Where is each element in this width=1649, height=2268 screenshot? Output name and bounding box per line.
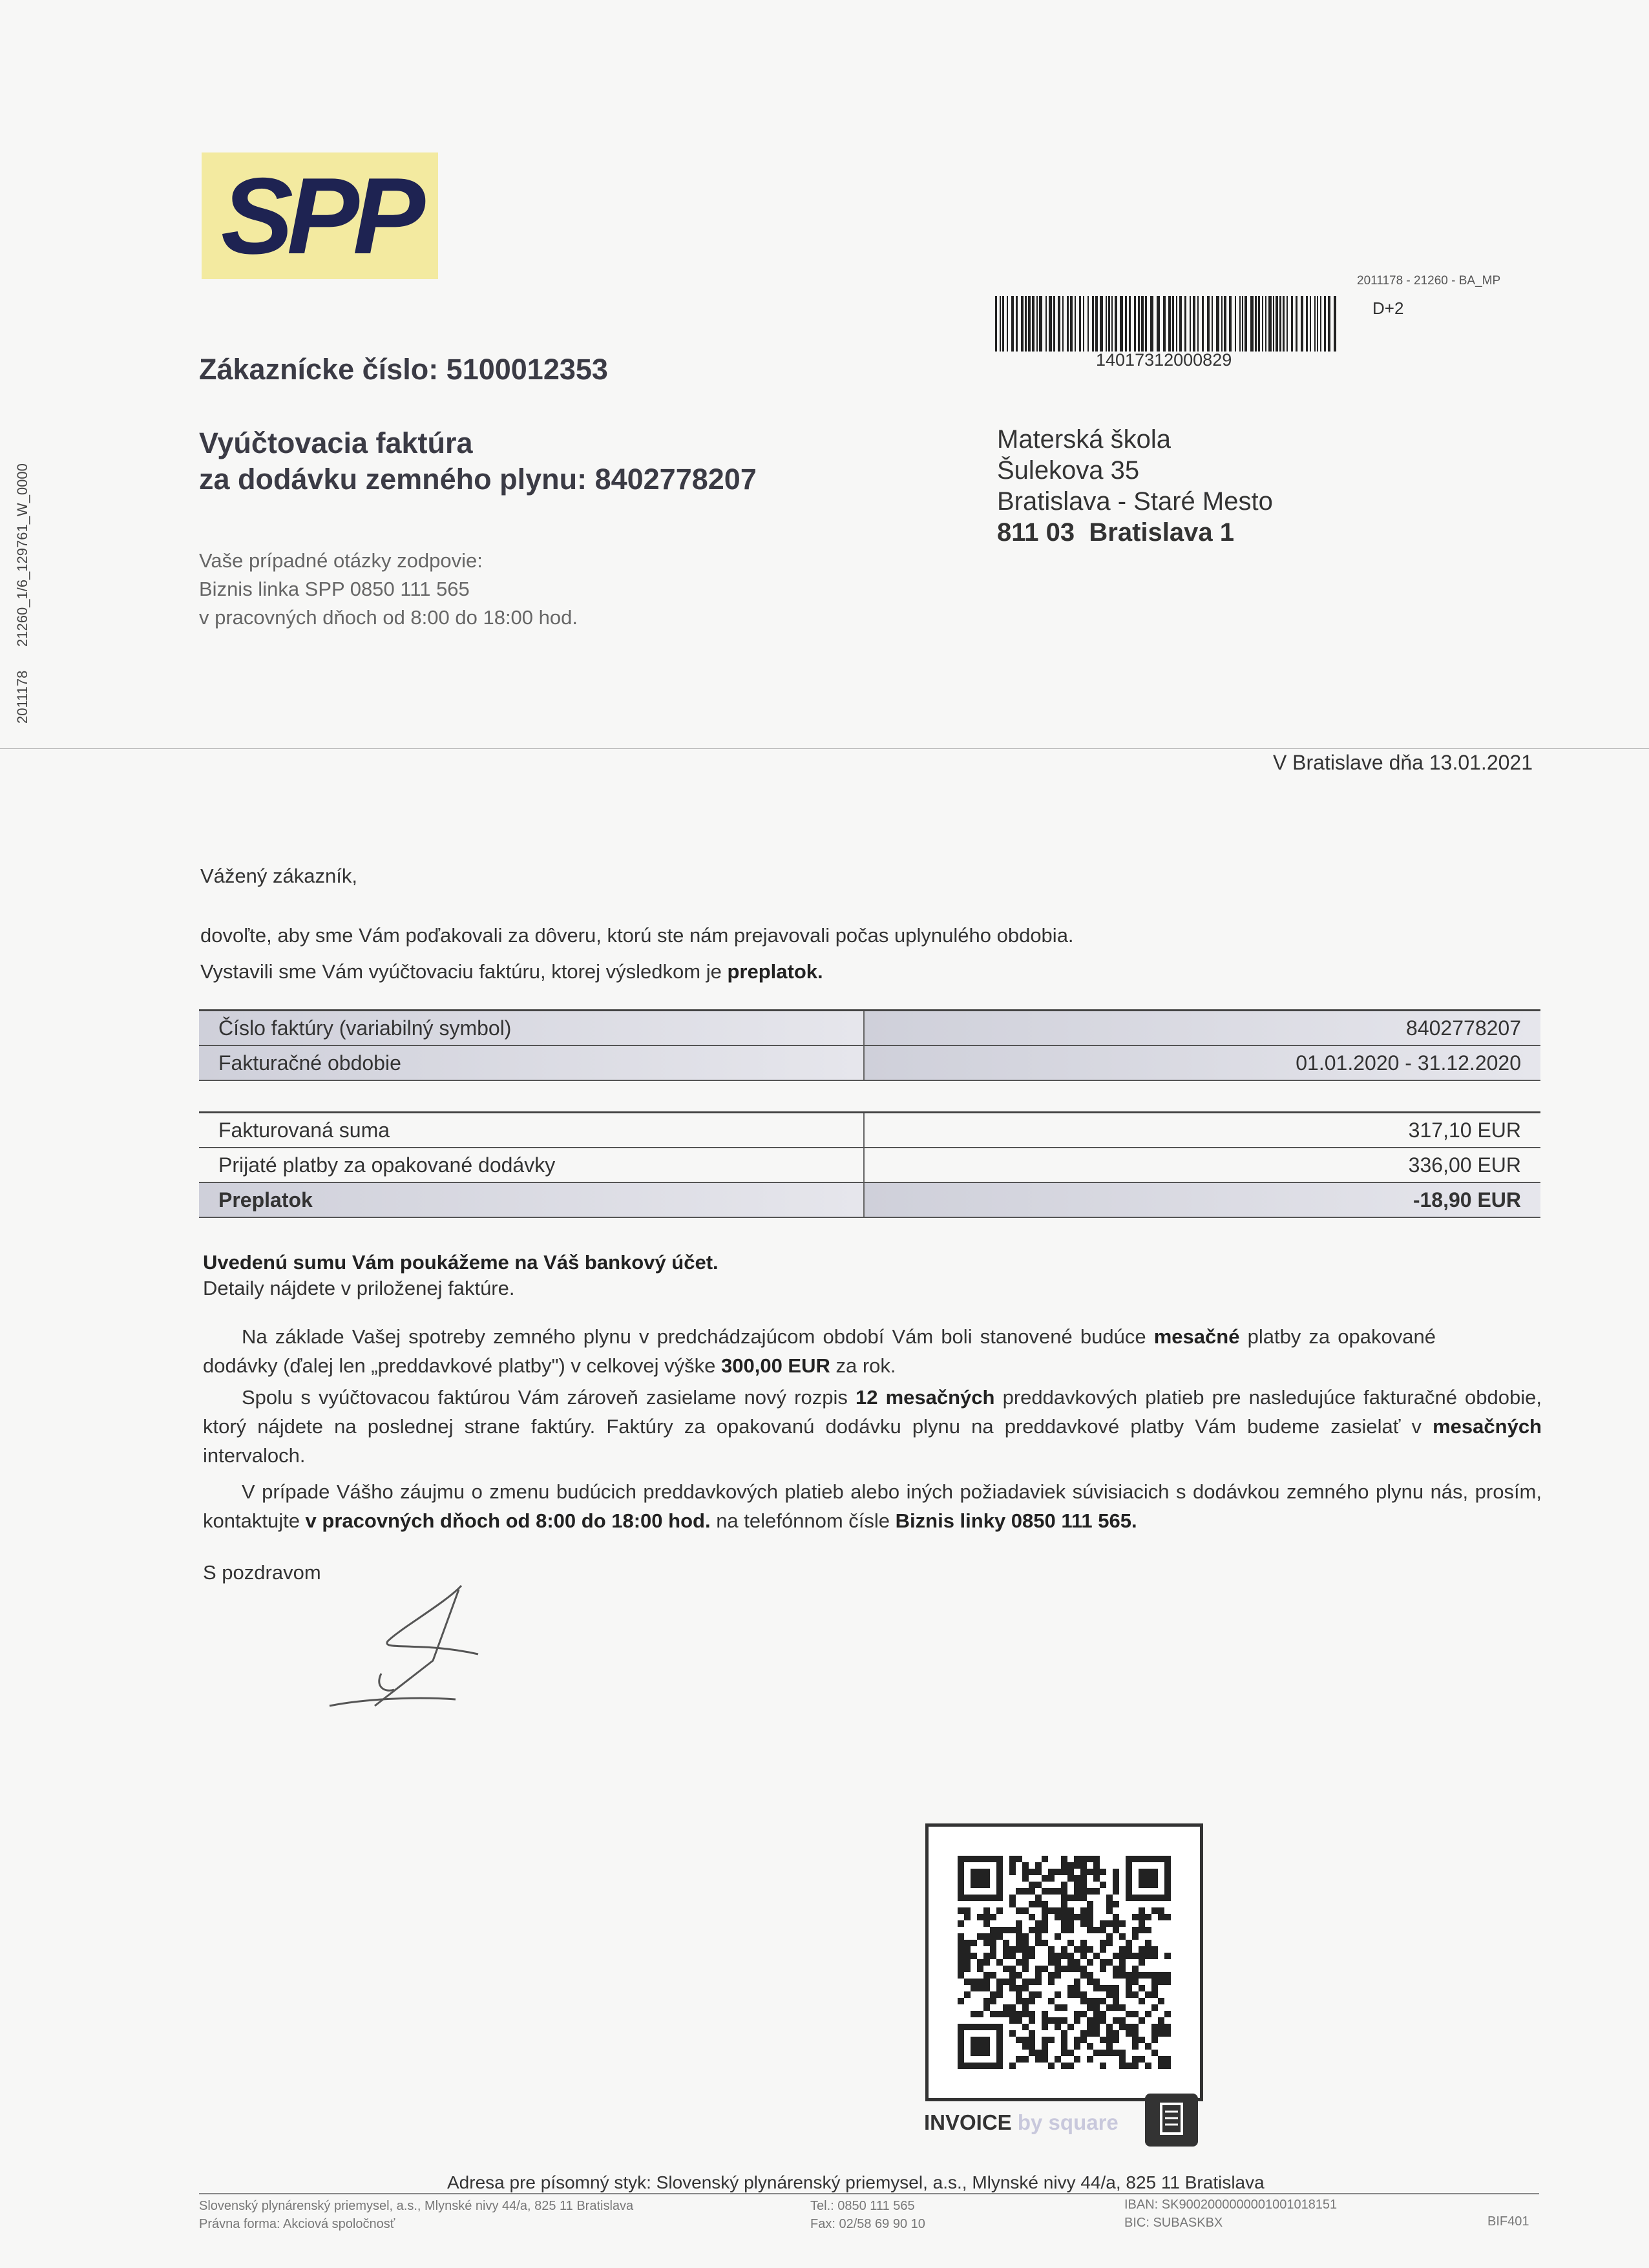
paragraph-advance-payments [203, 1322, 1436, 1380]
header-divider [0, 748, 1649, 749]
para2-text-c: preddavkových platieb pre nasledujúce fakturačné obdobie, ktorý nájdete na poslednej strane faktúry. Faktúry za opakovanú dodávku plynu na preddavkové platby Vám budeme zasielať v [203, 1386, 1542, 1438]
top-reference: 2011178 - 21260 - BA_MP [1357, 274, 1501, 288]
barcode-number: 14017312000829 [1096, 350, 1232, 370]
footer-divider [199, 2193, 1539, 2194]
contact-line3: v pracovných dňoch od 8:00 do 18:00 hod. [199, 606, 578, 629]
table-row [199, 1182, 1540, 1217]
signature [323, 1577, 491, 1732]
intro-line2-bold: preplatok. [727, 960, 823, 983]
para3-bold-d: Biznis linky 0850 111 565. [895, 1509, 1137, 1532]
contact-line1: Vaše prípadné otázky zodpovie: [199, 549, 483, 572]
intro [200, 918, 1074, 990]
para2-text-e: intervaloch. [203, 1444, 306, 1467]
postal-address: Adresa pre písomný styk: Slovenský plynárenský priemysel, a.s., Mlynské nivy 44/a, 825 11 Bratislava [447, 2172, 1265, 2192]
refund-line2: Detaily nájdete v priloženej faktúre. [203, 1277, 515, 1299]
table-row [199, 1011, 1540, 1046]
footer-bic: BIC: SUBASKBX [1124, 2216, 1223, 2230]
place-date: V Bratislave dňa 13.01.2021 [1272, 751, 1533, 774]
table-cell-value: 336,00 EUR [864, 1148, 1540, 1182]
refund-note [203, 1250, 719, 1301]
invoice-info-table [199, 1009, 1540, 1081]
intro-line2 [200, 954, 1074, 990]
qr-pattern [929, 1827, 1200, 2098]
recipient-postcode: 811 03 Bratislava 1 [997, 518, 1234, 547]
spp-logo: SPP [220, 154, 419, 277]
refund-line1: Uvedenú sumu Vám poukážeme na Váš bankový účet. [203, 1251, 719, 1274]
para1-bold-b: mesačné [1153, 1325, 1240, 1348]
footer-fax: Fax: 02/58 69 90 10 [810, 2217, 925, 2231]
table-row [199, 1045, 1540, 1080]
qr-code [925, 1823, 1203, 2101]
table-cell-value: 8402778207 [864, 1011, 1540, 1046]
para1-text-a: Na základe Vašej spotreby zemného plynu v predchádzajúcom období Vám boli stanovené budúce [242, 1325, 1154, 1348]
para2-text-a: Spolu s vyúčtovacou faktúrou Vám zároveň zasielame nový rozpis [242, 1386, 856, 1409]
table-cell-label: Číslo faktúry (variabilný symbol) [199, 1011, 864, 1046]
customer-number: Zákaznícke číslo: 5100012353 [199, 353, 608, 386]
invoice-title-line2: za dodávku zemného plynu: 8402778207 [199, 463, 757, 496]
table-cell-label: Fakturovaná suma [199, 1113, 864, 1148]
recipient-name: Materská škola [997, 425, 1171, 454]
para2-bold-b: 12 mesačných [855, 1386, 995, 1409]
table-row [199, 1148, 1540, 1182]
contact-info [199, 547, 578, 632]
recipient-district: Bratislava - Staré Mesto [997, 487, 1273, 516]
para3-text-a: V prípade Vášho záujmu o zmenu budúcich preddavkových platieb alebo iných požiadaviek súvisiacich s dodávkou zemného plynu nás, prosím, kontaktujte [203, 1480, 1542, 1532]
table-cell-value: 01.01.2020 - 31.12.2020 [864, 1045, 1540, 1080]
invoice-title-line1: Vyúčtovacia faktúra [199, 426, 473, 459]
para3-text-c: na telefónnom čísle [710, 1509, 896, 1532]
table-cell-label: Prijaté platby za opakované dodávky [199, 1148, 864, 1182]
footer-tel: Tel.: 0850 111 565 [810, 2199, 915, 2213]
amounts-table [199, 1111, 1540, 1218]
footer-company-line1: Slovenský plynárenský priemysel, a.s., Mlynské nivy 44/a, 825 11 Bratislava [199, 2199, 634, 2213]
footer-phone [810, 2197, 925, 2233]
para1-text-c: platby za opakované dodávky (ďalej len „preddavkové platby") v celkovej výške [203, 1325, 1436, 1377]
table-cell-label: Fakturačné obdobie [199, 1045, 864, 1080]
para3-bold-b: v pracovných dňoch od 8:00 do 18:00 hod. [305, 1509, 711, 1532]
overpayment-label: Preplatok [199, 1182, 864, 1217]
footer-company [199, 2197, 633, 2233]
footer-company-line2: Právna forma: Akciová spoločnosť [199, 2217, 395, 2231]
barcode [995, 296, 1338, 352]
qr-caption [924, 2110, 1119, 2135]
closing: S pozdravom [203, 1561, 321, 1584]
document-icon [1145, 2094, 1198, 2147]
table-cell-value: 317,10 EUR [864, 1113, 1540, 1148]
footer-code: BIF401 [1487, 2214, 1529, 2229]
intro-line2-text: Vystavili sme Vám vyúčtovaciu faktúru, ktorej výsledkom je [200, 960, 728, 983]
qr-by-square-label: by square [1017, 2110, 1119, 2134]
para2-bold-d: mesačných [1433, 1415, 1542, 1438]
paragraph-contact [203, 1477, 1542, 1535]
footer-iban: IBAN: SK9002000000001001018151 [1124, 2198, 1338, 2212]
table-row [199, 1113, 1540, 1148]
paragraph-schedule [203, 1383, 1542, 1470]
greeting: Vážený zákazník, [200, 865, 357, 887]
qr-invoice-label: INVOICE [924, 2110, 1012, 2134]
overpayment-value: -18,90 EUR [864, 1182, 1540, 1217]
recipient-street: Šulekova 35 [997, 456, 1140, 485]
footer-bank [1124, 2196, 1337, 2232]
para1-bold-d: 300,00 EUR [721, 1354, 830, 1377]
invoice-title [199, 425, 757, 498]
delivery-code: D+2 [1372, 299, 1404, 318]
para1-text-e: za rok. [830, 1354, 896, 1377]
contact-line2: Biznis linka SPP 0850 111 565 [199, 578, 470, 600]
intro-line1: dovoľte, aby sme Vám poďakovali za dôveru, ktorú ste nám prejavovali počas uplynulého obdobia. [200, 924, 1074, 947]
recipient-address [997, 424, 1273, 548]
side-reference-code: 2011178 21260_1/6_129761_W_0000 [14, 463, 30, 724]
